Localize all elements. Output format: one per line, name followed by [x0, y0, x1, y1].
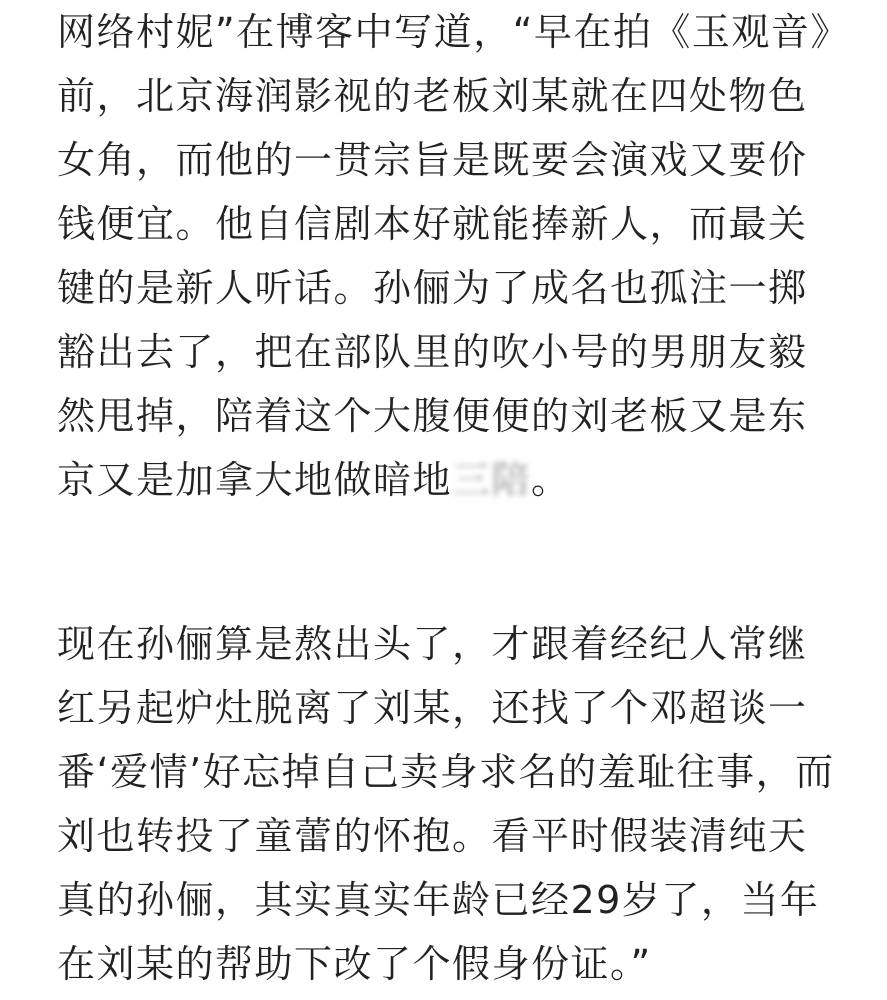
text-line: 然甩掉，陪着这个大腹便便的刘老板又是东: [57, 394, 808, 438]
paragraph-gap: [57, 512, 847, 612]
text-line: 现在孙俪算是熬出头了，才跟着经纪人常继: [57, 622, 808, 666]
text-line: 真的孙俪，其实真实年龄已经29岁了，当年: [57, 878, 820, 922]
text-line: 女角，而他的一贯宗旨是既要会演戏又要价: [57, 138, 808, 182]
text-segment: 京又是加拿大地做暗地: [57, 458, 453, 502]
text-line-last: [57, 448, 847, 512]
text-line: 刘也转投了童蕾的怀抱。看平时假装清纯天: [57, 814, 808, 858]
text-line: 豁出去了，把在部队里的吹小号的男朋友毅: [57, 330, 808, 374]
text-line: 番‘爱情’好忘掉自己卖身求名的羞耻往事，而: [57, 750, 835, 794]
text-line: 前，北京海润影视的老板刘某就在四处物色: [57, 74, 808, 118]
text-line: 在刘某的帮助下改了个假身份证。”: [57, 942, 652, 986]
text-line: 红另起炉灶脱离了刘某，还找了个邓超谈一: [57, 686, 808, 730]
text-line: 键的是新人听话。孙俪为了成名也孤注一掷: [57, 266, 808, 310]
text-segment: 。: [531, 458, 571, 502]
text-line: 钱便宜。他自信剧本好就能捧新人，而最关: [57, 202, 808, 246]
paragraph-2: [57, 612, 847, 996]
paragraph-1: [57, 0, 850, 512]
text-line: 网络村妮”在博客中写道，“早在拍《玉观音》: [57, 10, 850, 54]
censored-text: 三陪: [452, 458, 532, 502]
article-body: [57, 0, 850, 996]
